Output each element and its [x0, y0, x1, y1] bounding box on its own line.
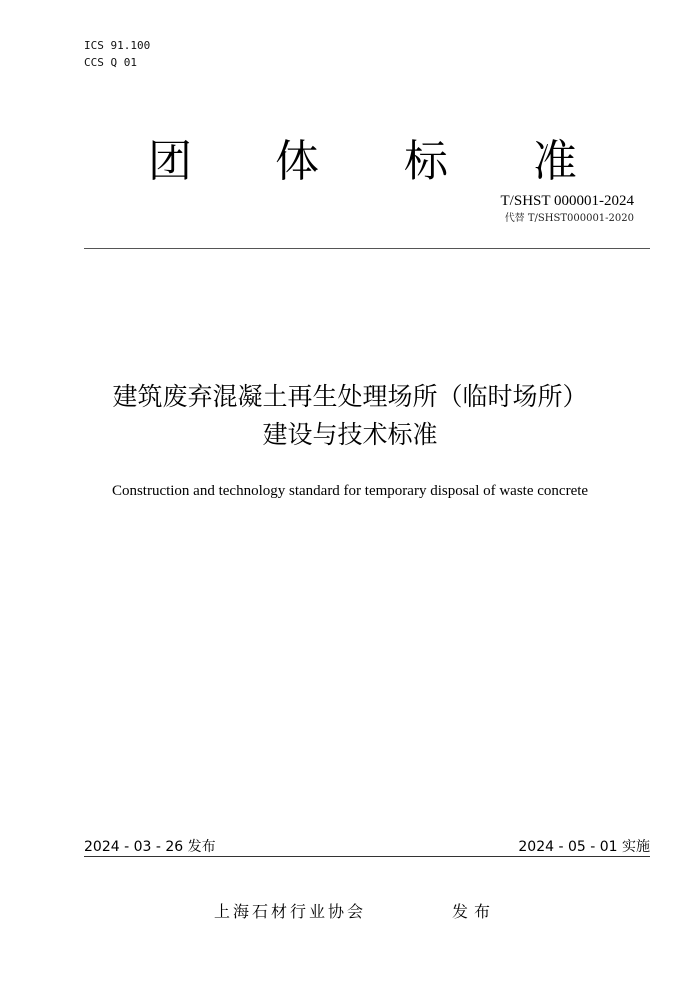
chinese-title-line-2: 建设与技术标准: [262, 420, 438, 449]
chinese-title: [0, 378, 700, 454]
ccs-code: CCS Q 01: [84, 56, 137, 69]
doc-type-char-4: 准: [533, 136, 577, 187]
ics-code: ICS 91.100: [84, 39, 151, 52]
doc-type-char-2: 体: [275, 136, 319, 187]
standard-number: T/SHST 000001-2024: [500, 193, 634, 209]
publish-label: 发布: [452, 902, 497, 921]
replaces-standard: 代替 T/SHST000001-2020: [504, 213, 634, 224]
english-title: Construction and technology standard for temporary disposal of waste concrete: [111, 483, 589, 499]
chinese-title-line-1: 建筑废弃混凝土再生处理场所（临时场所）: [112, 382, 588, 411]
document-type-title: [0, 133, 700, 193]
effective-date: 2024 - 05 - 01 实施: [518, 839, 650, 855]
publisher-name: 上海石材行业协会: [214, 902, 367, 921]
doc-type-char-3: 标: [404, 136, 448, 187]
footer-divider: [84, 856, 650, 857]
doc-type-char-1: 团: [148, 136, 192, 187]
issue-date: 2024 - 03 - 26 发布: [84, 839, 216, 855]
header-divider: [84, 248, 650, 249]
classification-codes: [84, 37, 150, 71]
